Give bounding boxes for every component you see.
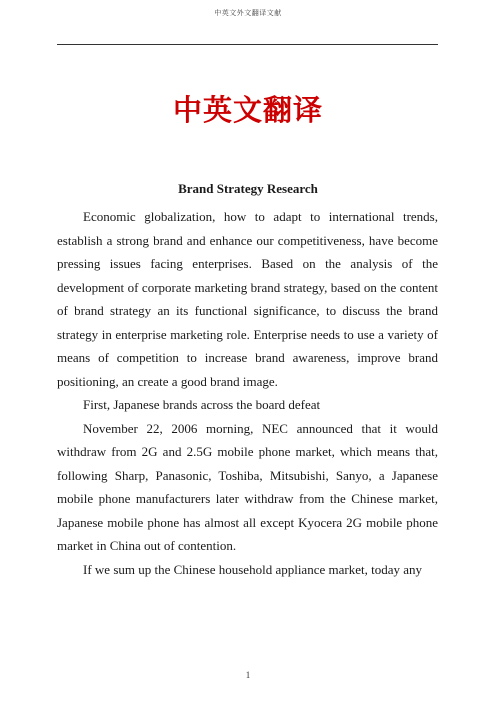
paragraph: First, Japanese brands across the board defeat	[83, 397, 321, 412]
running-header: 中英文外文翻译文献	[214, 9, 282, 17]
header-divider	[57, 44, 438, 45]
document-title: 中英文翻译	[172, 93, 323, 127]
page-number: 1	[245, 670, 251, 680]
paragraph: November 22, 2006 morning, NEC announced that it would withdraw from 2G and 2.5G mobile phone market, which means that, following Sharp, Panasonic, Toshiba, Mitsubishi, Sanyo, a Japanese mobile phone manufacturers later withdraw from the Chinese market, Japanese mobile phone has almost all except Kyocera 2G mobile phone market in China out of contention.	[57, 420, 438, 553]
paragraph: Economic globalization, how to adapt to international trends, establish a strong brand and enhance our competitiveness, have become pressing issues facing enterprises. Based on the analysis of the development of corporate marketing brand strategy, based on the content of brand strategy an its functional significance, to discuss the brand strategy in enterprise marketing role. Enterprise needs to use a variety of means of competition to increase brand awareness, improve brand positioning, an create a good brand image.	[57, 209, 438, 389]
paragraph: If we sum up the Chinese household appliance market, today any	[83, 561, 422, 577]
body-text	[57, 205, 438, 581]
article-title: Brand Strategy Research	[178, 181, 318, 196]
